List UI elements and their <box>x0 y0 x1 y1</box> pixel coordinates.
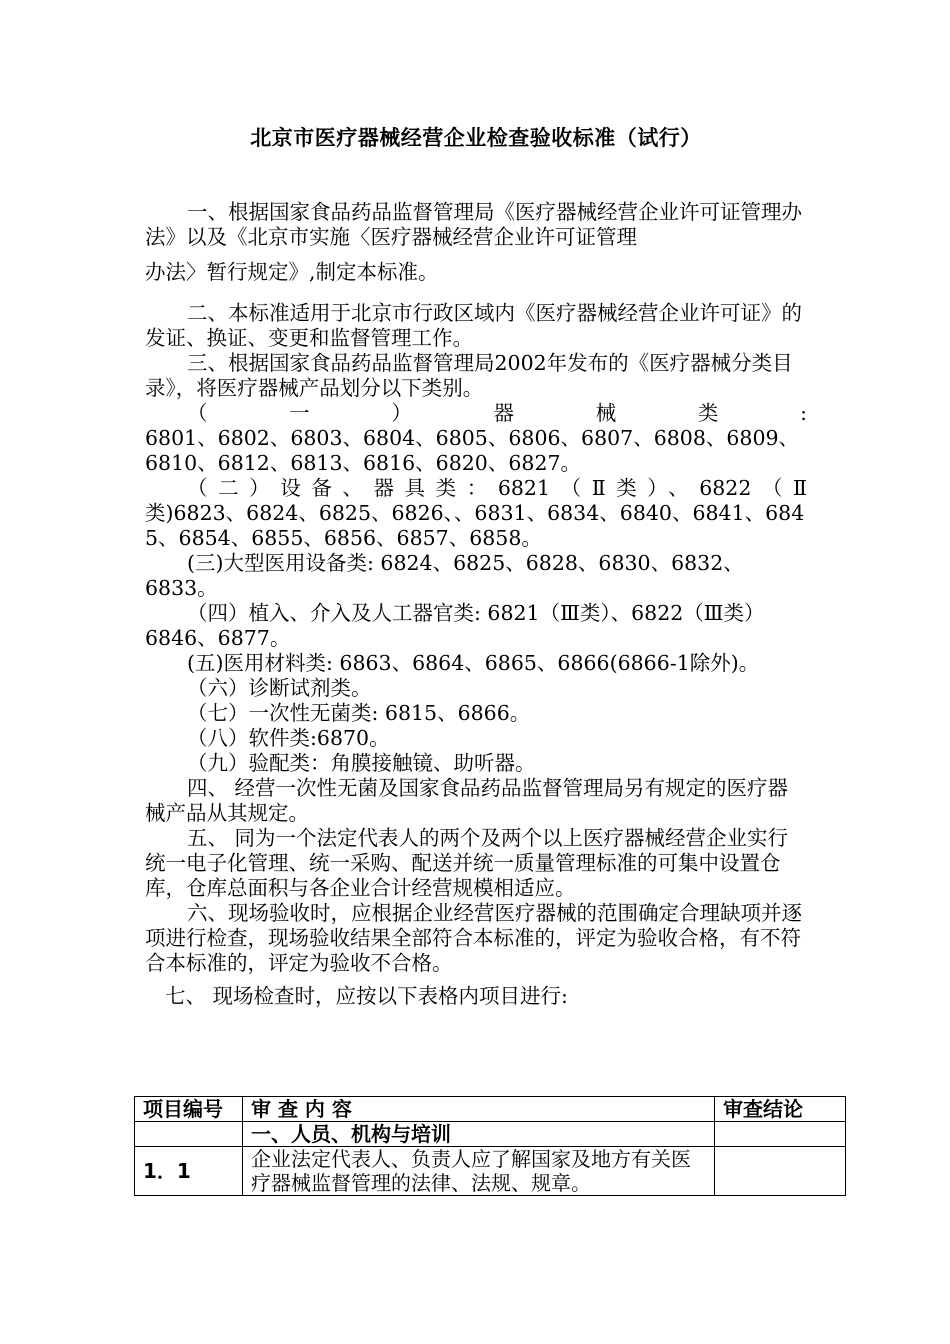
category-3: (三)大型医用设备类: 6824、6825、6828、6830、6832、6833。 <box>145 551 744 600</box>
paragraph-5: 五、 同为一个法定代表人的两个及两个以上医疗器械经营企业实行统一电子化管理、统一采购、配送并统一质量管理标准的可集中设置仓库，仓库总面积与各企业合计经营规模相适应。 <box>145 826 789 900</box>
paragraph-7: 七、 现场检查时，应按以下表格内项目进行: <box>165 984 568 1008</box>
header-item-number: 项目编号 <box>135 1097 243 1122</box>
paragraph-1-cont: 办法〉暂行规定》,制定本标准。 <box>145 260 439 284</box>
document-body <box>145 200 807 1009</box>
category-1-heading: （ 一 ） 器 械 类 : <box>187 401 807 425</box>
document-title: 北京市医疗器械经营企业检查验收标准（试行） <box>250 126 702 150</box>
header-review-result: 审查结论 <box>715 1097 846 1122</box>
category-4: （四）植入、介入及人工器官类: 6821（Ⅲ类）、6822（Ⅲ类）6846、6877。 <box>145 601 765 650</box>
paragraph-1: 一、根据国家食品药品监督管理局《医疗器械经营企业许可证管理办法》以及《北京市实施〈医疗器械经营企业许可证管理 <box>145 200 802 249</box>
category-8: （八）软件类:6870。 <box>187 726 390 750</box>
category-9: （九）验配类：角膜接触镜、助听器。 <box>187 751 536 775</box>
row-review-result <box>715 1147 846 1196</box>
paragraph-2: 二、本标准适用于北京市行政区域内《医疗器械经营企业许可证》的发证、换证、变更和监督管理工作。 <box>145 301 802 350</box>
table-header-row <box>135 1097 846 1122</box>
category-2-codes: 类)6823、6824、6825、6826、、6831、6834、6840、6841、6845、6854、6855、6856、6857、6858。 <box>145 501 805 550</box>
paragraph-6: 六、现场验收时，应根据企业经营医疗器械的范围确定合理缺项并逐项进行检查，现场验收结果全部符合本标准的，评定为验收合格，有不符合本标准的，评定为验收不合格。 <box>145 901 802 975</box>
category-2-heading: （二）设备、器具类：6821（Ⅱ类）、6822（Ⅱ <box>187 476 807 500</box>
paragraph-4: 四、 经营一次性无菌及国家食品药品监督管理局另有规定的医疗器械产品从其规定。 <box>145 776 789 825</box>
row-review-content: 企业法定代表人、负责人应了解国家及地方有关医疗器械监督管理的法律、法规、规章。 <box>243 1147 715 1196</box>
review-table <box>134 1096 846 1196</box>
table-section-row <box>135 1122 846 1147</box>
category-7: （七）一次性无菌类: 6815、6866。 <box>187 701 531 725</box>
category-5: (五)医用材料类: 6863、6864、6865、6866(6866-1除外)。 <box>187 651 760 675</box>
category-1-codes: 6801、6802、6803、6804、6805、6806、6807、6808、6809、6810、6812、6813、6816、6820、6827。 <box>145 426 800 475</box>
row-item-number: 1．1 <box>135 1147 243 1196</box>
category-6: （六）诊断试剂类。 <box>187 676 372 700</box>
section-title: 一、人员、机构与培训 <box>243 1122 715 1147</box>
paragraph-3: 三、根据国家食品药品监督管理局2002年发布的《医疗器械分类目录》，将医疗器械产品划分以下类别。 <box>145 351 793 400</box>
table-row <box>135 1147 846 1196</box>
header-review-content: 审 查 内 容 <box>243 1097 715 1122</box>
